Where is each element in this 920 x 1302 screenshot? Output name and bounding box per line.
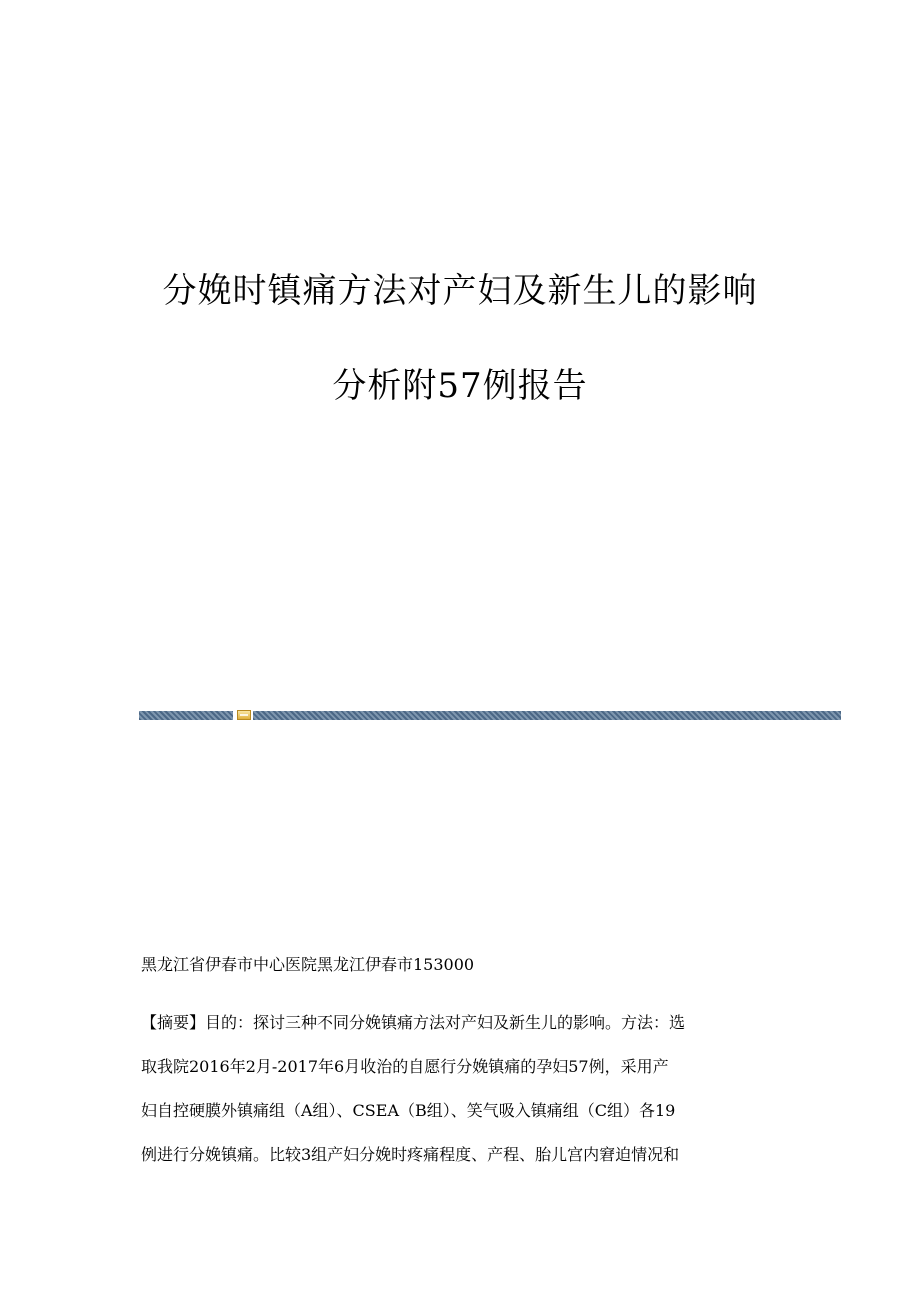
divider-bar-left bbox=[139, 711, 233, 720]
author-affiliation: 黑龙江省伊春市中心医院黑龙江伊春市153000 bbox=[141, 955, 475, 974]
abstract-block bbox=[141, 1011, 781, 1187]
document-title-line-1: 分娩时镇痛方法对产妇及新生儿的影响 bbox=[162, 271, 758, 311]
divider-ornament-icon bbox=[237, 710, 251, 720]
divider-bar-right bbox=[253, 711, 841, 720]
abstract-line: 取我院2016年2月-2017年6月收治的自愿行分娩镇痛的孕妇57例，采用产 bbox=[141, 1057, 669, 1076]
abstract-line: 例进行分娩镇痛。比较3组产妇分娩时疼痛程度、产程、胎儿宫内窘迫情况和 bbox=[141, 1145, 680, 1164]
section-divider bbox=[139, 711, 841, 720]
abstract-line: 【摘要】目的：探讨三种不同分娩镇痛方法对产妇及新生儿的影响。方法：选 bbox=[141, 1013, 686, 1032]
document-title-line-2: 分析附57例报告 bbox=[332, 366, 588, 406]
abstract-line: 妇自控硬膜外镇痛组（A组）、CSEA（B组）、笑气吸入镇痛组（C组）各19 bbox=[141, 1101, 676, 1120]
